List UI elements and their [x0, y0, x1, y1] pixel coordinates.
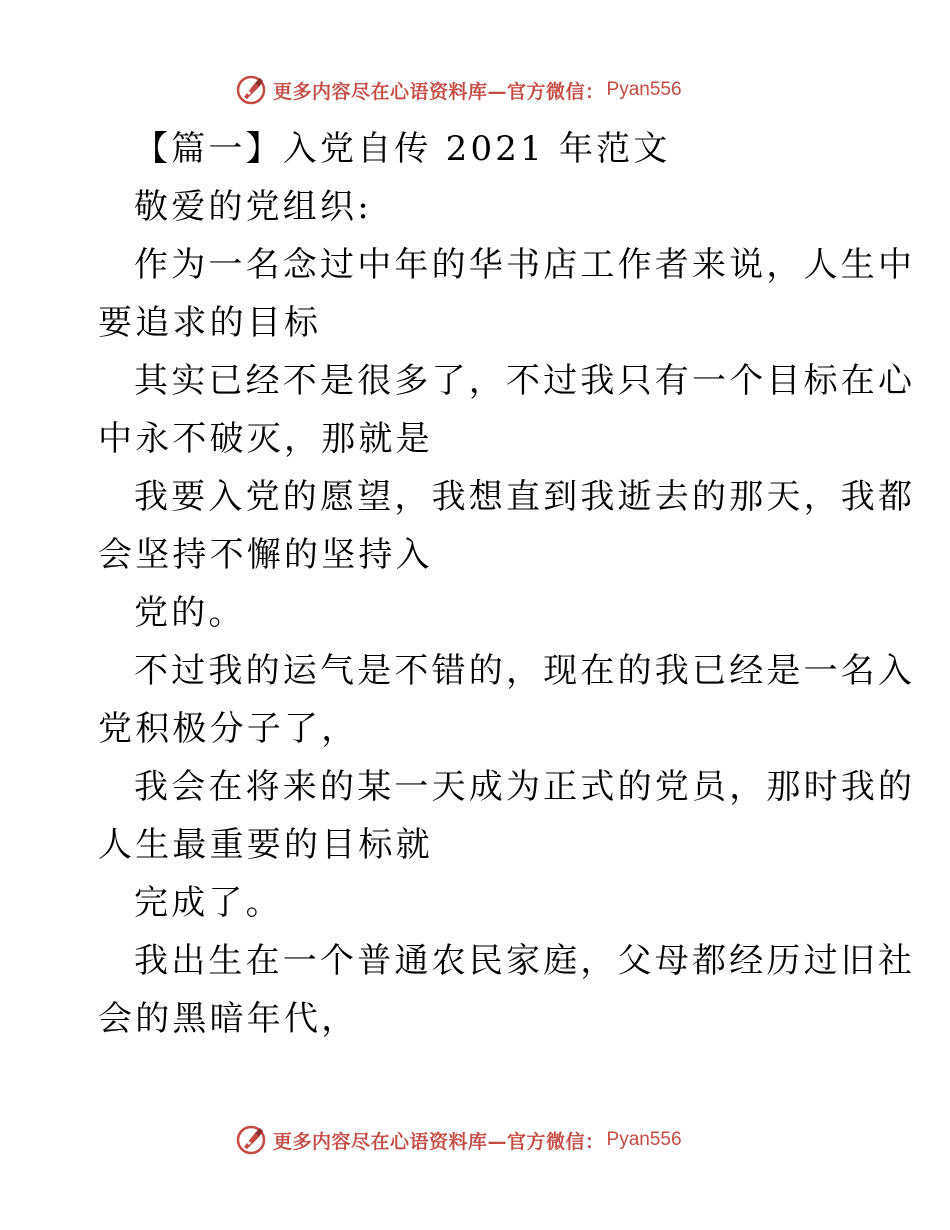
document-title: 【篇一】入党自传 2021 年范文: [134, 129, 671, 169]
paragraph-line: 我要入党的愿望，我想直到我逝去的那天，我都: [134, 477, 916, 517]
paragraph-line: 党的。: [134, 593, 246, 633]
watermark-wechat-id: Pyan556: [606, 79, 682, 100]
watermark-wechat-id: Pyan556: [606, 1129, 682, 1150]
paragraph-line: 其实已经不是很多了，不过我只有一个目标在心: [134, 361, 916, 401]
pen-nib-logo-icon: [235, 74, 267, 106]
paragraph-line: 党积极分子了，: [98, 709, 359, 749]
watermark-brand-text: 更多内容尽在心语资料库—官方微信：: [273, 1130, 605, 1153]
header-watermark: [235, 73, 682, 107]
footer-watermark: [235, 1123, 682, 1157]
paragraph-line: 会的黑暗年代，: [98, 999, 359, 1039]
paragraph-line: 我会在将来的某一天成为正式的党员，那时我的: [134, 767, 916, 807]
salutation: 敬爱的党组织:: [134, 187, 372, 227]
paragraph-line: 完成了。: [134, 883, 283, 923]
document-body: [98, 120, 916, 1048]
paragraph-line: 要追求的目标: [98, 303, 322, 343]
paragraph-line: 人生最重要的目标就: [98, 825, 433, 865]
paragraph-line: 中永不破灭，那就是: [98, 419, 433, 459]
paragraph-line: 不过我的运气是不错的，现在的我已经是一名入: [134, 651, 916, 691]
paragraph-line: 会坚持不懈的坚持入: [98, 535, 433, 575]
pen-nib-logo-icon: [235, 1124, 267, 1156]
paragraph-line: 我出生在一个普通农民家庭，父母都经历过旧社: [134, 941, 916, 981]
paragraph-line: 作为一名念过中年的华书店工作者来说，人生中: [134, 245, 916, 285]
watermark-brand-text: 更多内容尽在心语资料库—官方微信：: [273, 80, 605, 103]
